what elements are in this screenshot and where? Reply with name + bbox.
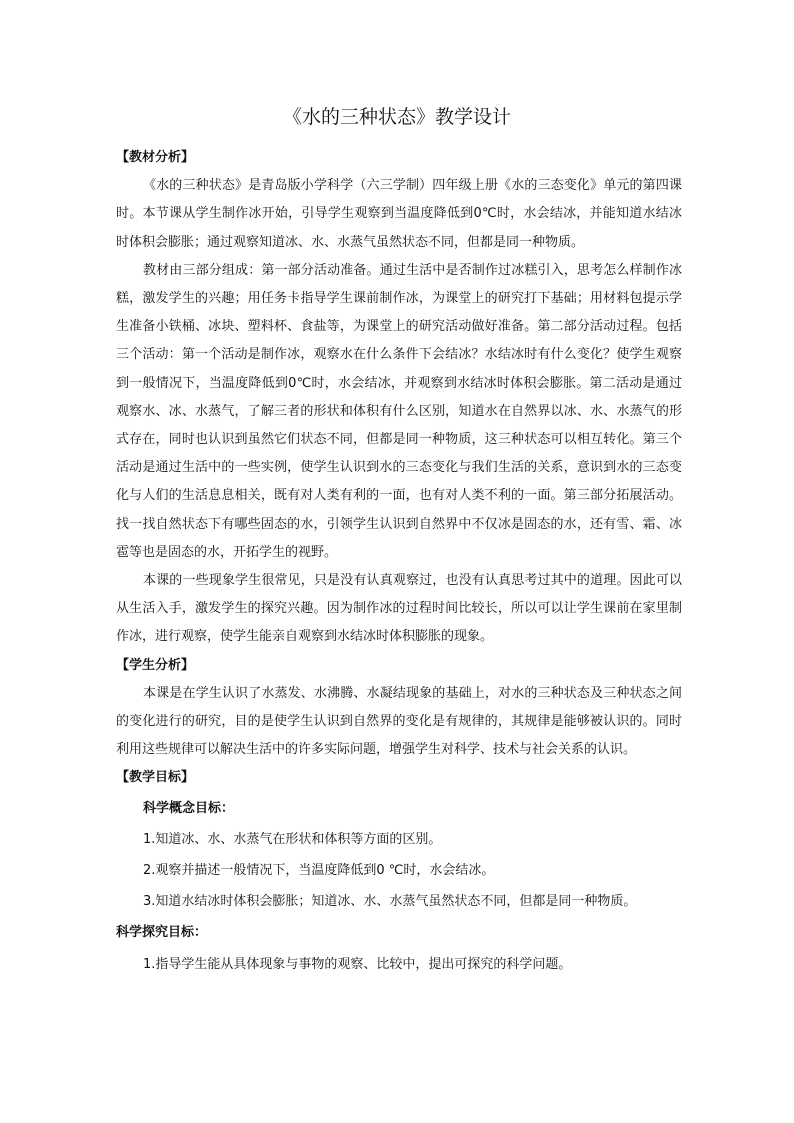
paragraph: 教材由三部分组成：第一部分活动准备。通过生活中是否制作过冰糕引入，思考怎么样制作冰糕，激发学生的兴趣；用任务卡指导学生课前制作冰，为课堂上的研究打下基础；用材料包提示学生准备小铁桶、冰块、塑料杯、食盐等，为课堂上的研究活动做好准备。第二部分活动过程。包括三个活动：第一个活动是制作冰，观察水在什么条件下会结冰？水结冰时有什么变化？使学生观察到一般情况下，当温度降低到0℃时，水会结冰，并观察到水结冰时体积会膨胀。第二活动是通过观察水、冰、水蒸气，了解三者的形状和体积有什么区别，知道水在自然界以冰、水、水蒸气的形式存在，同时也认识到虽然它们状态不同，但都是同一种物质，这三种状态可以相互转化。第三个活动是通过生活中的一些实例，使学生认识到水的三态变化与我们生活的关系，意识到水的三态变化与人们的生活息息相关，既有对人类有利的一面，也有对人类不利的一面。第三部分拓展活动。找一找自然状态下有哪些固态的水，引领学生认识到自然界中不仅冰是固态的水，还有雪、霜、冰雹等也是固态的水，开拓学生的视野。 xyxy=(116,262,682,560)
paragraph: 本课是在学生认识了水蒸发、水沸腾、水凝结现象的基础上，对水的三种状态及三种状态之间的变化进行的研究，目的是使学生认识到自然界的变化是有规律的，其规律是能够被认识的。同时利用这些规律可以解决生活中的许多实际问题，增强学生对科学、技术与社会关系的认识。 xyxy=(116,685,682,758)
paragraph: 本课的一些现象学生很常见，只是没有认真观察过，也没有认真思考过其中的道理。因此可以从生活入手，激发学生的探究兴趣。因为制作冰的过程时间比较长，所以可以让学生课前在家里制作冰，进行观察，使学生能亲自观察到水结冰时体积膨胀的现象。 xyxy=(116,573,682,645)
list-item: 2.观察并描述一般情况下，当温度降低到0 ℃时，水会结冰。 xyxy=(143,863,495,879)
section-heading-students: 【学生分析】 xyxy=(116,657,195,673)
subheading-inquiry-goals: 科学探究目标： xyxy=(116,925,208,941)
subheading-concept-goals: 科学概念目标： xyxy=(143,800,235,816)
list-item: 1.指导学生能从具体现象与事物的观察、比较中，提出可探究的科学问题。 xyxy=(143,956,572,972)
document-title: 《水的三种状态》教学设计 xyxy=(282,106,511,128)
list-item: 1.知道冰、水、水蒸气在形状和体积等方面的区别。 xyxy=(143,831,442,847)
section-heading-goals: 【教学目标】 xyxy=(116,770,195,786)
section-heading-material: 【教材分析】 xyxy=(116,150,195,165)
list-item: 3.知道水结冰时体积会膨胀；知道冰、水、水蒸气虽然状态不同，但都是同一种物质。 xyxy=(143,894,637,910)
document-body xyxy=(116,144,682,979)
paragraph: 《水的三种状态》是青岛版小学科学（六三学制）四年级上册《水的三态变化》单元的第四课时。本节课从学生制作冰开始，引导学生观察到当温度降低到0℃时，水会结冰，并能知道水结冰时体积会膨胀；通过观察知道冰、水、水蒸气虽然状态不同，但都是同一种物质。 xyxy=(116,178,682,250)
